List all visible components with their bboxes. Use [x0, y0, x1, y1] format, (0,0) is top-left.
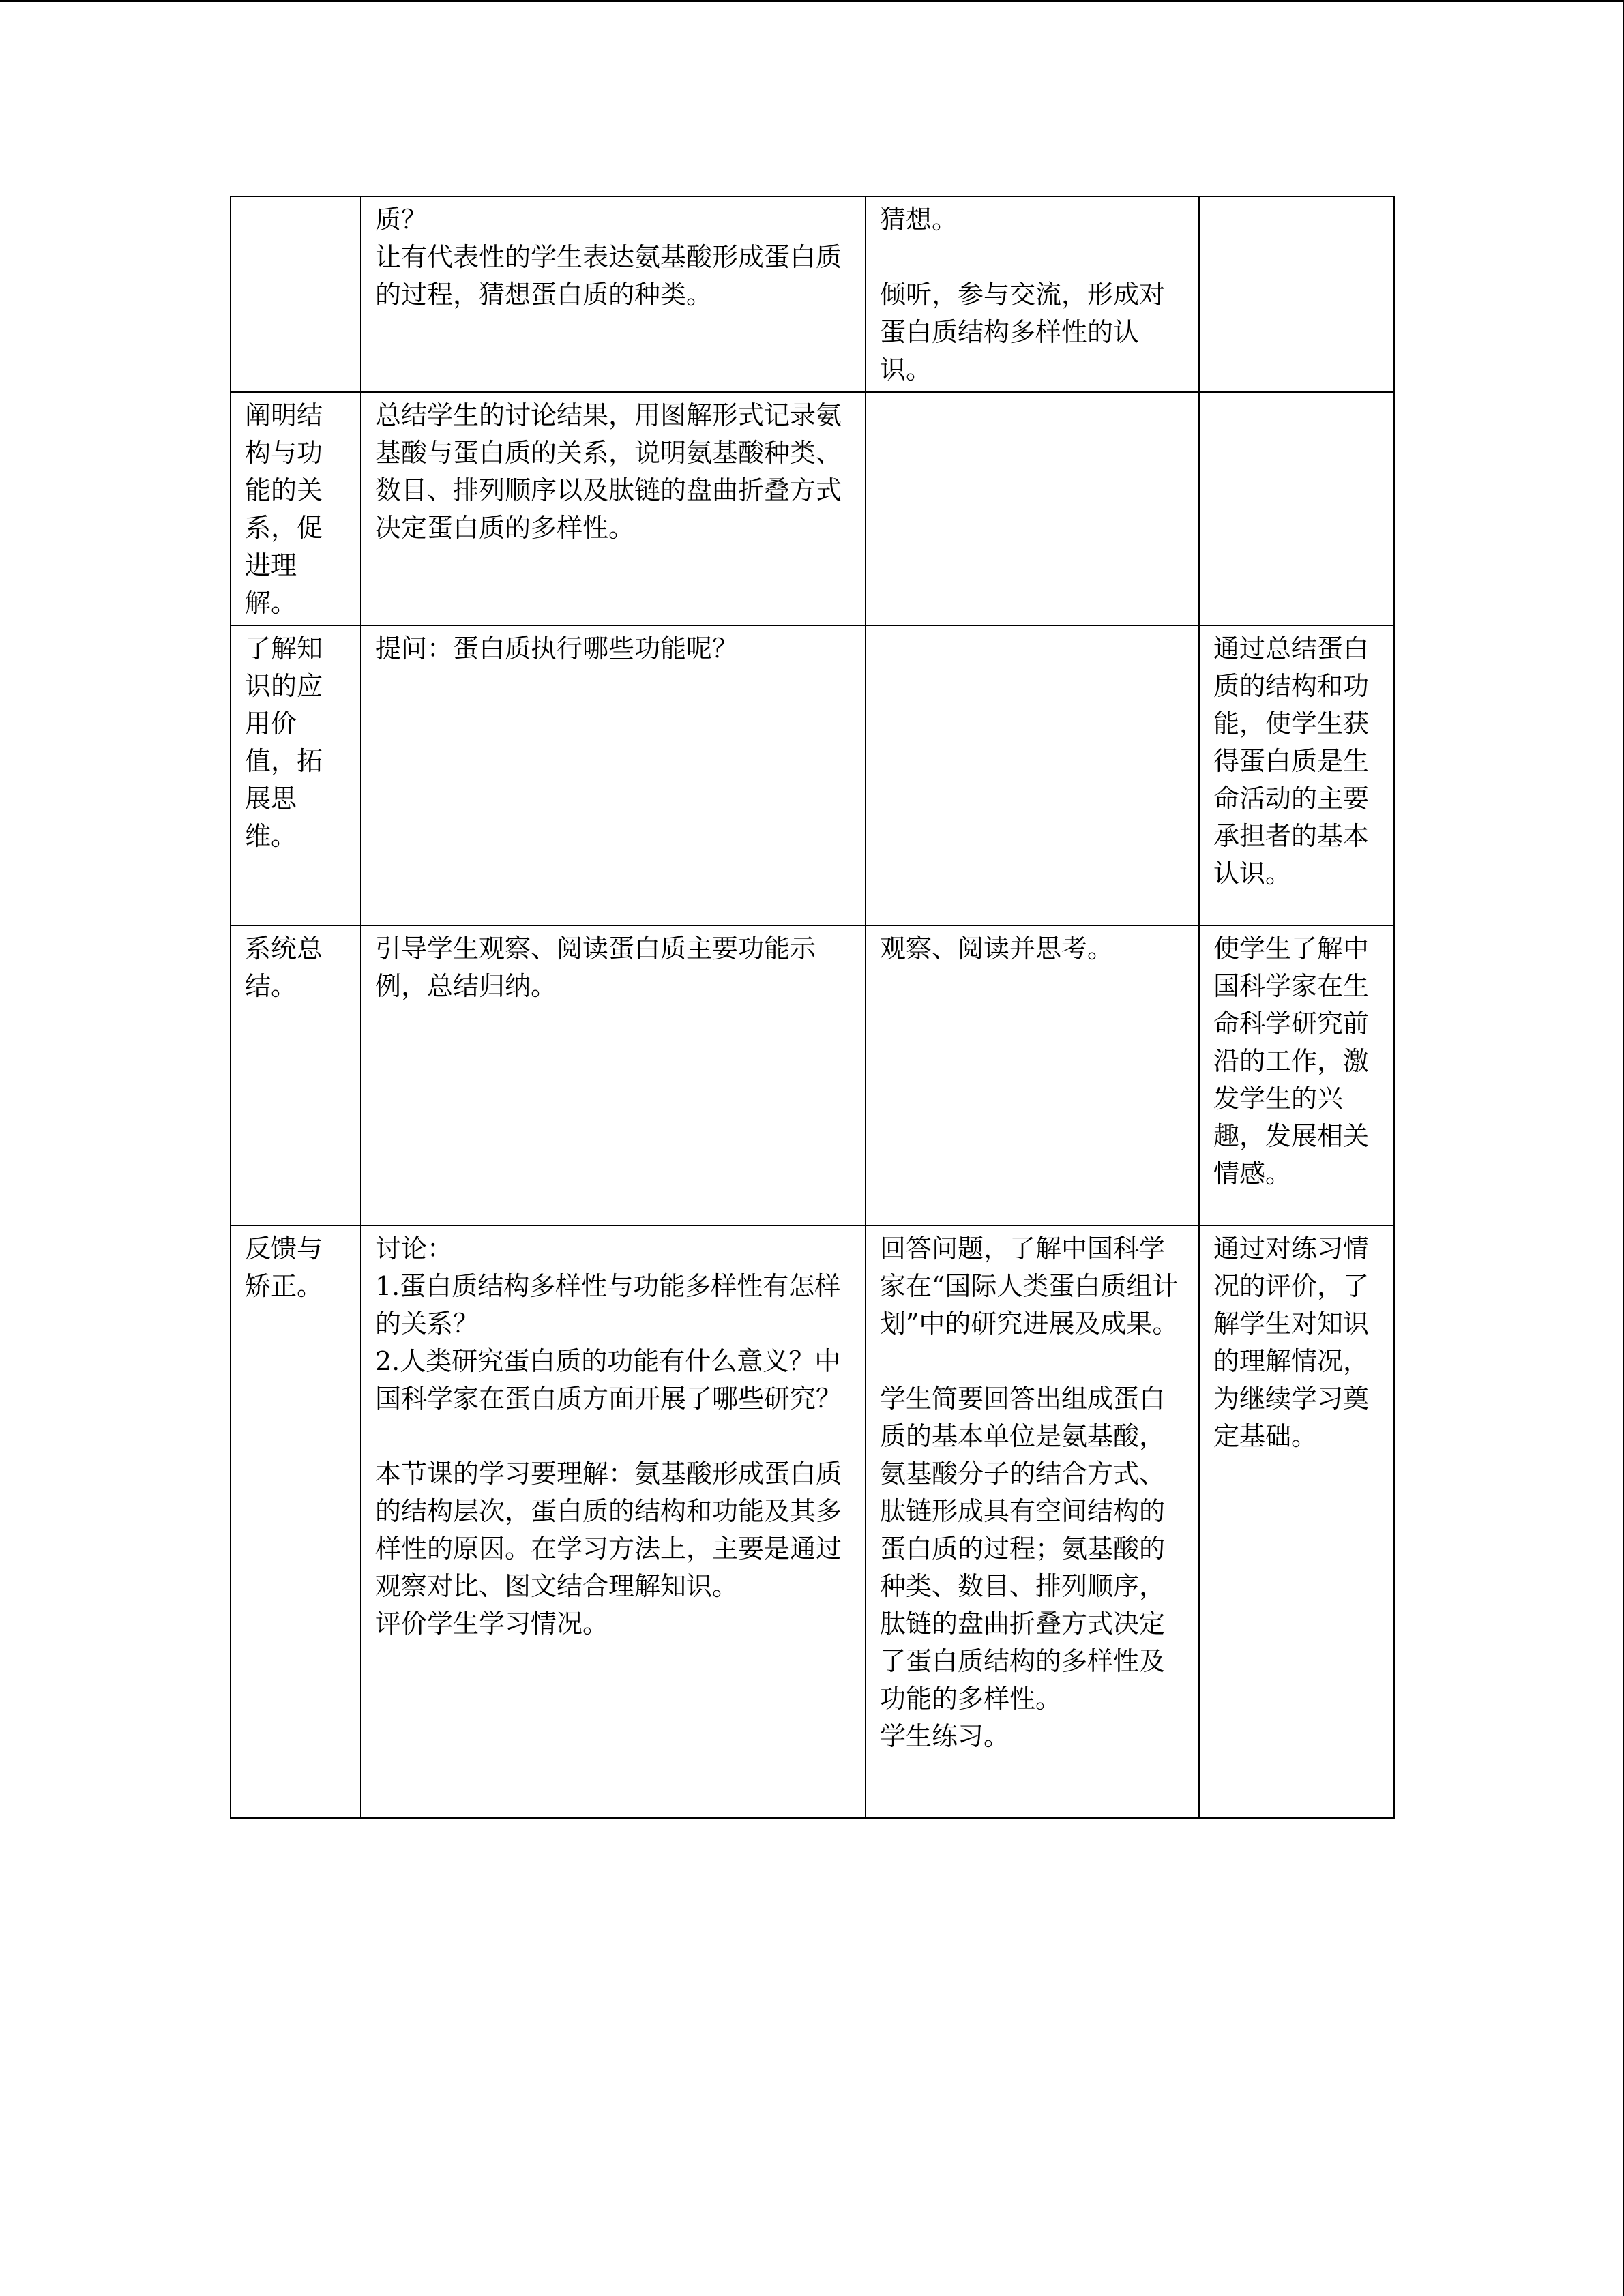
design-intent-cell: 使学生了解中国科学家在生命科学研究前沿的工作，激发学生的兴趣，发展相关情感。	[1199, 925, 1394, 1225]
design-intent-cell	[1199, 392, 1394, 625]
teacher-activity-cell: 提问：蛋白质执行哪些功能呢？	[361, 625, 866, 925]
design-intent-cell	[1199, 196, 1394, 392]
stage-cell	[231, 196, 361, 392]
student-activity-cell	[866, 625, 1199, 925]
stage-cell: 阐明结构与功能的关系，促进理解。	[231, 392, 361, 625]
table-row	[231, 196, 1394, 392]
table-row	[231, 625, 1394, 925]
stage-cell: 系统总结。	[231, 925, 361, 1225]
student-activity-cell: 观察、阅读并思考。	[866, 925, 1199, 1225]
design-intent-cell: 通过对练习情况的评价，了解学生对知识的理解情况，为继续学习奠定基础。	[1199, 1225, 1394, 1818]
teacher-activity-cell: 质？ 让有代表性的学生表达氨基酸形成蛋白质的过程，猜想蛋白质的种类。	[361, 196, 866, 392]
table-row	[231, 392, 1394, 625]
teacher-activity-cell: 讨论： 1.蛋白质结构多样性与功能多样性有怎样的关系？ 2.人类研究蛋白质的功能有什么意义？中国科学家在蛋白质方面开展了哪些研究？ 本节课的学习要理解：氨基酸形成蛋白质的结构层次，蛋白质的结构和功能及其多样性的原因。在学习方法上，主要是通过观察对比、图文结合理解知识。 评价学生学习情况。	[361, 1225, 866, 1818]
stage-cell: 了解知识的应用价值，拓展思维。	[231, 625, 361, 925]
student-activity-cell	[866, 392, 1199, 625]
teacher-activity-cell: 引导学生观察、阅读蛋白质主要功能示例，总结归纳。	[361, 925, 866, 1225]
design-intent-cell: 通过总结蛋白质的结构和功能，使学生获得蛋白质是生命活动的主要承担者的基本认识。	[1199, 625, 1394, 925]
table-row	[231, 925, 1394, 1225]
student-activity-cell: 回答问题，了解中国科学家在“国际人类蛋白质组计划”中的研究进展及成果。 学生简要回答出组成蛋白质的基本单位是氨基酸，氨基酸分子的结合方式、肽链形成具有空间结构的蛋白质的过程；氨基酸的种类、数目、排列顺序，肽链的盘曲折叠方式决定了蛋白质结构的多样性及功能的多样性。 学生练习。	[866, 1225, 1199, 1818]
stage-cell: 反馈与矫正。	[231, 1225, 361, 1818]
student-activity-cell: 猜想。 倾听，参与交流，形成对蛋白质结构多样性的认识。	[866, 196, 1199, 392]
lesson-plan-table	[230, 196, 1395, 1819]
table-row	[231, 1225, 1394, 1818]
teacher-activity-cell: 总结学生的讨论结果，用图解形式记录氨基酸与蛋白质的关系，说明氨基酸种类、数目、排列顺序以及肽链的盘曲折叠方式决定蛋白质的多样性。	[361, 392, 866, 625]
page-top-border	[0, 0, 1624, 2]
